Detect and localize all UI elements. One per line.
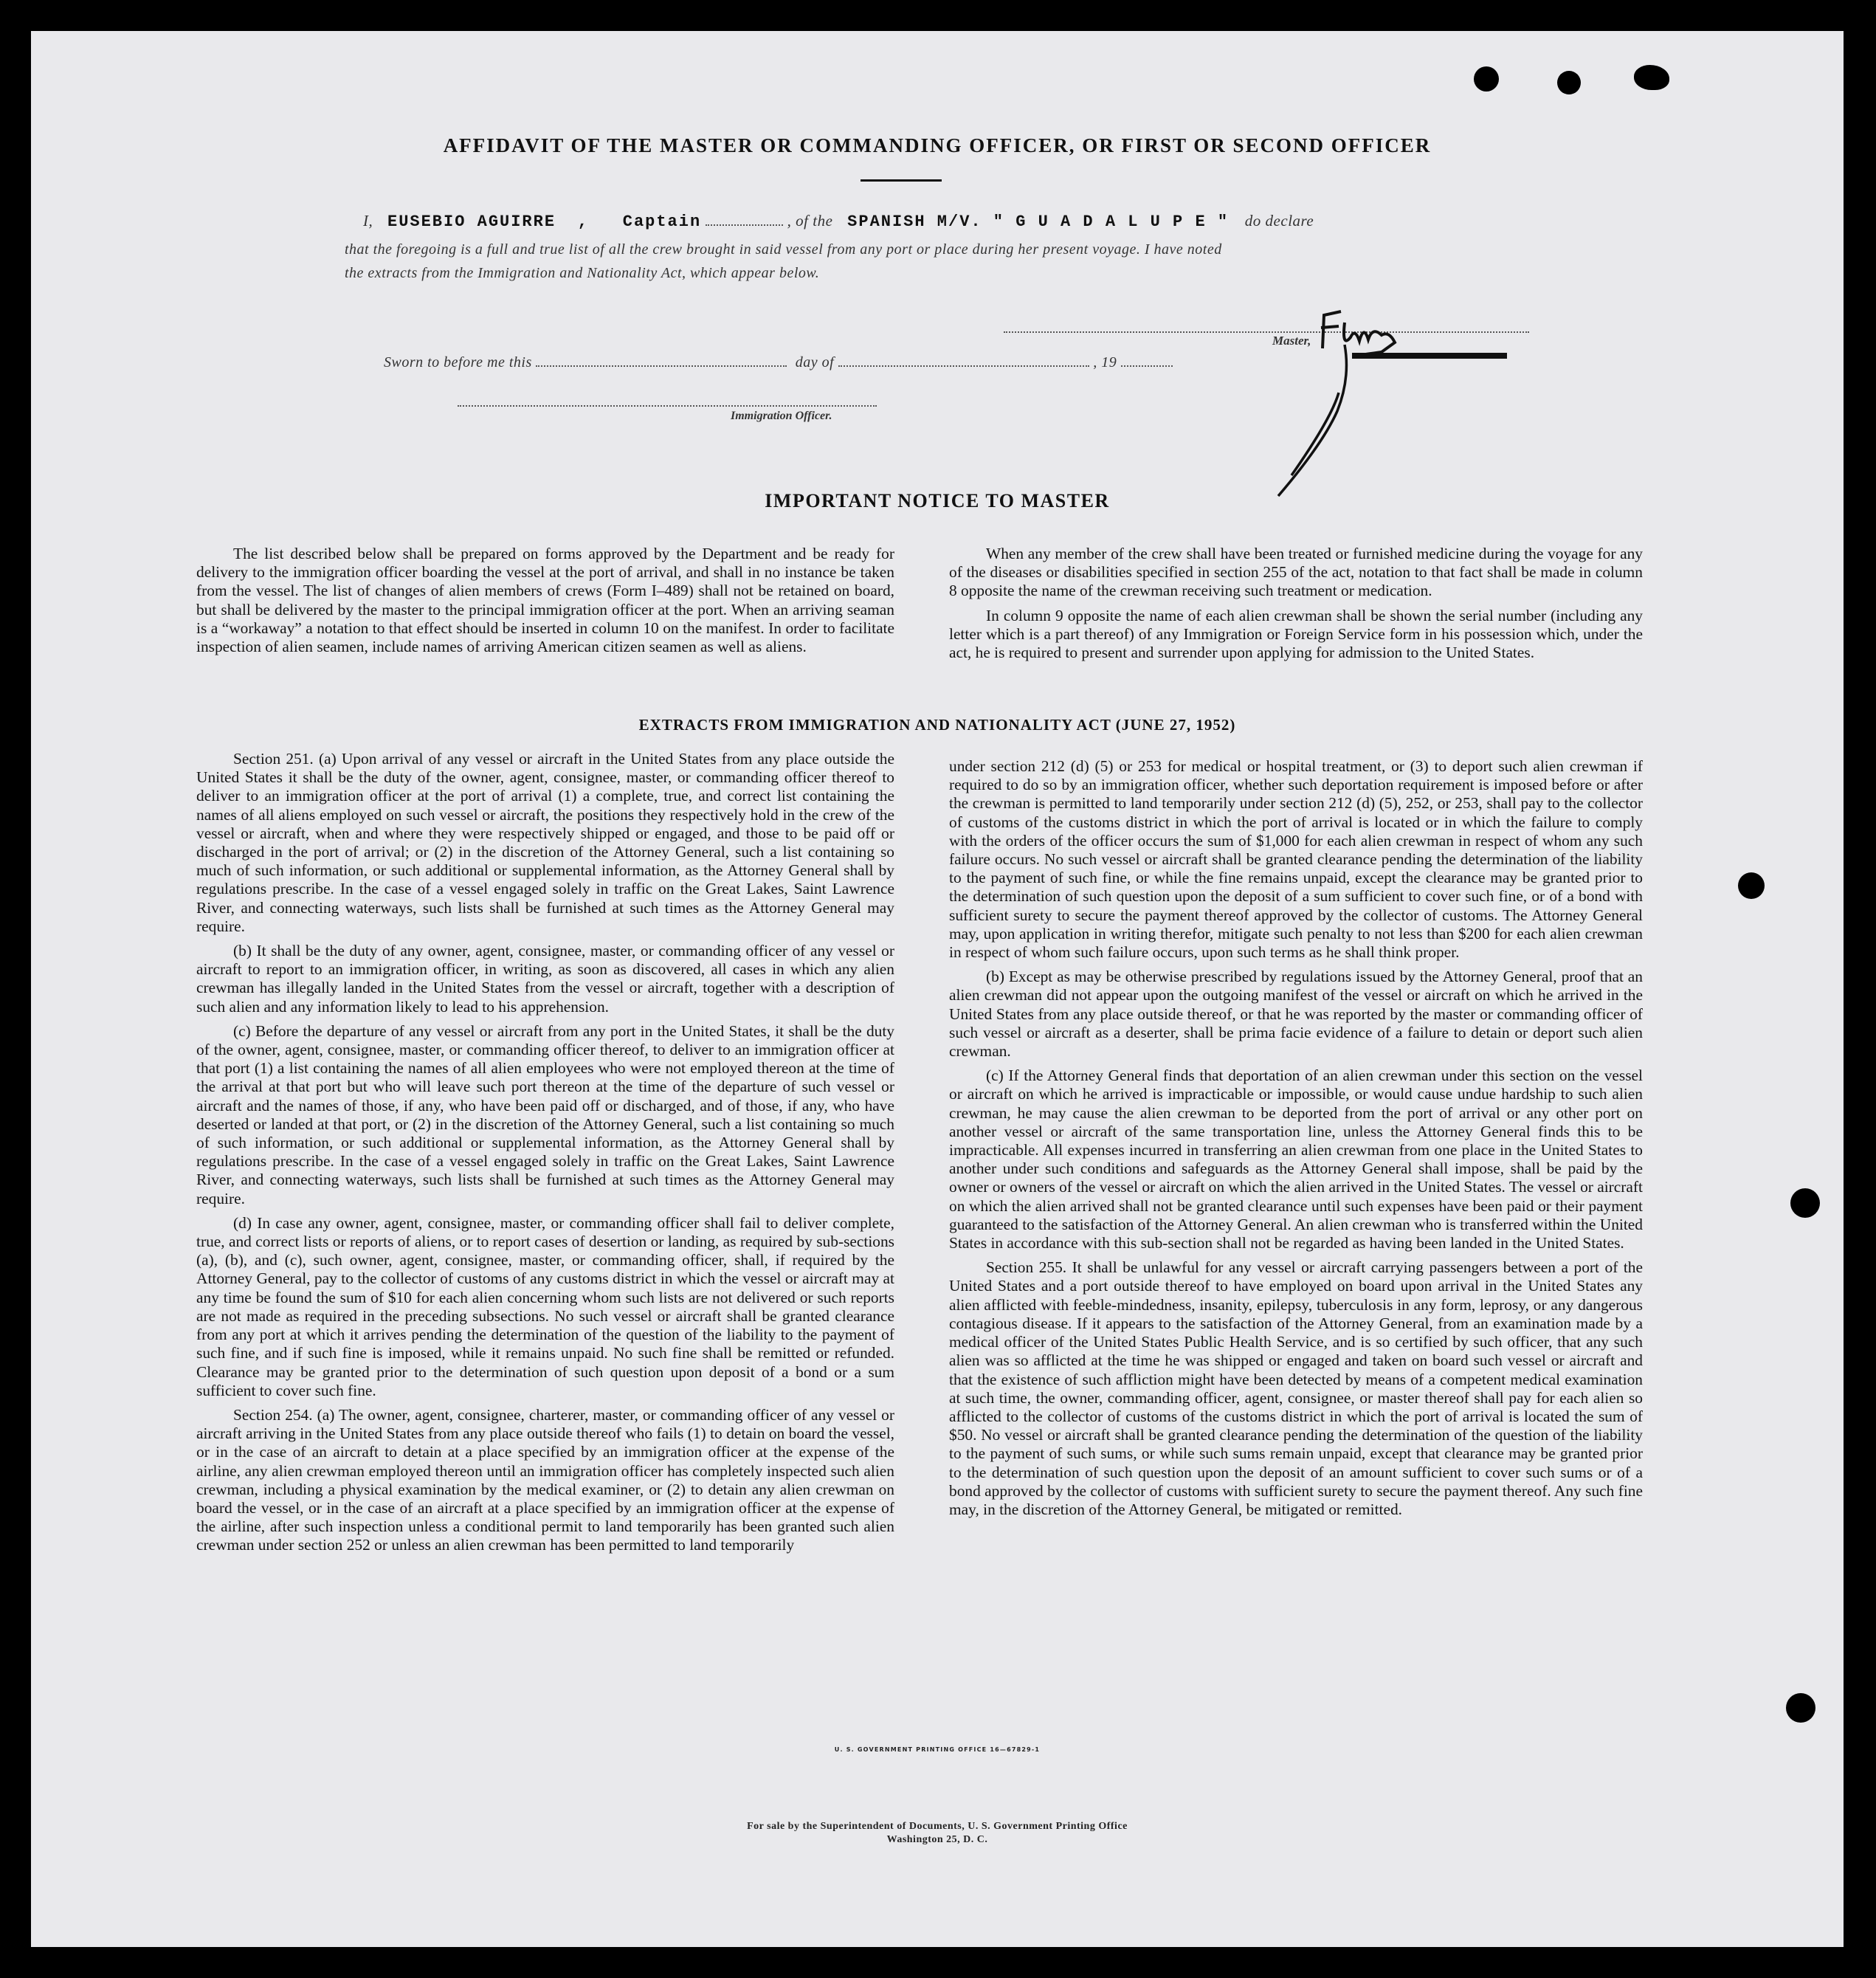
name-comma: , xyxy=(577,213,589,231)
of-the-label: , of the xyxy=(787,212,833,230)
immigration-officer-signature-line xyxy=(458,405,877,407)
notice-left-column xyxy=(196,545,894,662)
handwritten-signature xyxy=(1271,282,1433,503)
punch-hole xyxy=(1786,1693,1815,1723)
title-rule xyxy=(861,179,942,182)
declaration-line-1 xyxy=(363,212,1537,231)
punch-hole xyxy=(1790,1188,1820,1218)
section-251-c: (c) Before the departure of any vessel or aircraft from any port in the United States, it shall be the duty of the owner, agent, consignee, master, or commanding officer thereof, to deliver to an immigration officer at that port (1) a list containing the names of all alien employees who were not employed thereon at the time of the arrival at that port but who will leave such port thereon at the time of the departure of such vessel or aircraft and the names of those, if any, who have been paid off or discharged, and of those, if any, who have deserted or landed at that port, or (2) in the discretion of the Attorney General, such a list containing so much of such information, or such additional or supplemental information, as the Attorney General shall by regulations prescribe. In the case of a vessel engaged solely in traffic on the Great Lakes, Saint Lawrence River, and connecting waterways, such lists shall be furnished at such times as the Attorney General may require. xyxy=(196,1021,894,1207)
section-254-c: (c) If the Attorney General finds that deportation of an alien crewman under this section on the vessel or aircraft on which he arrived is impracticable or impossible, or would cause undue hardship to such alien crewman, he may cause the alien crewman to be deported from the port of arrival or any other port on another vessel or aircraft of the same transportation line, unless the Attorney General finds this to be impracticable. All expenses incurred in transferring an alien crewman from one place in the United States to another under such conditions and safeguards as the Attorney General shall impose, shall be paid by the owner or owners of the vessel or aircraft on which the alien arrived in the United States. The vessel or aircraft on which the alien arrived shall not be granted clearance until such expenses have been paid or their payment guaranteed to the satisfaction of the Attorney General. An alien crewman who is transferred within the United States in accordance with this sub-section shall not be regarded as having been landed in the United States. xyxy=(949,1066,1643,1252)
extracts-left-column xyxy=(196,750,894,1561)
sworn-line xyxy=(384,354,1173,371)
section-251-d: (d) In case any owner, agent, consignee, master, or commanding officer shall fail to deliver complete, true, and correct lists or reports of aliens, or to report cases of desertion or landing, as required by sub-sections (a), (b), and (c), such owner, agent, consignee, master, or commanding officer, shall, if required by the Attorney General, pay to the collector of customs of any customs district in which the vessel or aircraft may at any time be found the sum of $10 for each alien concerning whom such lists are not delivered or such reports are not made as required in the preceding subsections. No such vessel or aircraft shall be granted clearance from any port at which it arrives pending the determination of the question of the liability to the payment of such fine, and if such fine is imposed, while it remains unpaid. No such fine shall be remitted or refunded. Clearance may be granted prior to the determination of such question upon deposit of a bond or a sum sufficient to cover such fine. xyxy=(196,1213,894,1399)
extracts-right-column xyxy=(949,757,1643,1525)
declaration-line-2: that the foregoing is a full and true list of all the crew brought in said vessel from any port or place during her present voyage. I have noted xyxy=(345,241,1222,258)
sworn-prefix: Sworn to before me this xyxy=(384,354,532,371)
section-254-b: (b) Except as may be otherwise prescribed by regulations issued by the Attorney General, proof that an alien crewman did not appear upon the outgoing manifest of the vessel or aircraft on which he arrived in the United States from any place outside thereof, or that he was reported by the master or commanding officer of such vessel or aircraft as a deserter, shall be prima facie evidence of a failure to detain or deport such alien crewman. xyxy=(949,968,1643,1061)
do-declare-label: do declare xyxy=(1244,212,1314,230)
sale-notice xyxy=(31,1820,1844,1847)
immigration-officer-label: Immigration Officer. xyxy=(731,410,832,422)
extracts-title: EXTRACTS FROM IMMIGRATION AND NATIONALITY ACT (JUNE 27, 1952) xyxy=(638,716,1236,734)
notice-right-column xyxy=(949,545,1643,668)
notice-left-paragraph: The list described below shall be prepared on forms approved by the Department and be ready for delivery to the immigration officer boarding the vessel at the port of arrival, and shall in no instance be taken from the vessel. The list of changes of alien members of crews (Form I–489) shall not be retained on board, but shall be delivered by the master to the principal immigration officer at the port. When an arriving seaman is a “workaway” a notation to that effect should be inserted in column 10 on the manifest. In order to facilitate inspection of alien seamen, include names of arriving American citizen seamen as well as aliens. xyxy=(196,545,894,656)
section-251-a: Section 251. (a) Upon arrival of any vessel or aircraft in the United States from any place outside the United States it shall be the duty of the owner, agent, consignee, master, or commanding officer thereof to deliver to an immigration officer at the port of arrival (1) a complete, true, and correct list containing the names of all aliens employed on such vessel or aircraft, the positions they respectively hold in the crew of the vessel or aircraft, when and where they were respectively shipped or engaged, and those to be paid off or discharged in the port of arrival; or (2) in the discretion of the Attorney General, such a list containing so much of such information, or such additional or supplemental information, as the Attorney General shall by regulations prescribe. In the case of a vessel engaged solely in traffic on the Great Lakes, Saint Lawrence River, and connecting waterways, such lists shall be furnished at such times as the Attorney General may require. xyxy=(196,750,894,935)
section-254-a: Section 254. (a) The owner, agent, consignee, charterer, master, or commanding officer of any vessel or aircraft arriving in the United States from any place outside thereof who fails (1) to detain on board the vessel, or in the case of an aircraft to detain at a place specified by an immigration officer at the expense of the airline, any alien crewman employed thereon until an immigration officer has completely inspected such alien crewman, including a physical examination by the medical examiner, or (2) to detain any alien crewman on board the vessel, or in the case of an aircraft at a place specified by an immigration officer at the expense of the airline, after such inspection unless a conditional permit to land temporarily has been granted such alien crewman under section 252 or unless an alien crewman has been permitted to land temporarily xyxy=(196,1405,894,1554)
vessel-name: SPANISH M/V. " G U A D A L U P E " xyxy=(847,213,1230,231)
sale-notice-line-1: For sale by the Superintendent of Documents, U. S. Government Printing Office xyxy=(747,1821,1128,1832)
punch-hole xyxy=(1634,65,1669,90)
punch-hole xyxy=(1738,872,1765,899)
master-signature-line xyxy=(1004,331,1529,333)
notice-right-paragraph-2: In column 9 opposite the name of each alien crewman shall be shown the serial number (including any letter which is a part thereof) of any Immigration or Foreign Service form in his possession which, under the act, he is required to present and surrender upon applying for admission to the United States. xyxy=(949,606,1643,662)
section-251-b: (b) It shall be the duty of any owner, agent, consignee, master, or commanding officer of any vessel or aircraft to report to an immigration officer, in writing, as soon as discovered, all cases in which any alien crewman has illegally landed in the United States from the vessel or aircraft, together with a description of such alien and any information likely to lead to his apprehension. xyxy=(196,942,894,1016)
section-255: Section 255. It shall be unlawful for any vessel or aircraft carrying passengers between a port of the United States and a port outside thereof to have employed on board upon arrival in the United States any alien afflicted with feeble-mindedness, insanity, epilepsy, tuberculosis in any form, leprosy, or any dangerous contagious disease. If it appears to the satisfaction of the Attorney General, from an examination made by a medical officer of the United States Public Health Service, and is so certified by such officer, that any such alien was so afflicted at the time he was shipped or engaged and taken on board such vessel or aircraft and that the existence of such affliction might have been detected by means of a competent medical examination at such time, the owner, commanding officer, agent, consignee, or master thereof shall pay for each alien so afflicted to the collector of customs of the customs district in which the port of arrival is located the sum of $50. No vessel or aircraft shall be granted clearance pending the determination of the question of the liability to the payment of such sums, or while such sums remain unpaid, except that clearance may be granted prior to the determination of such question upon the deposit of an amount sufficient to cover such sums or of a bond approved by the collector of customs with sufficient surety to secure the payment thereof. Any such fine may, in the discretion of the Attorney General, be mitigated or remitted. xyxy=(949,1258,1643,1518)
section-254-a-continued: under section 212 (d) (5) or 253 for medical or hospital treatment, or (3) to deport such alien crewman if required to do so by an immigration officer, whether such deportation requirement is imposed before or after the crewman is permitted to land temporarily under section 212 (d) (5), 252, or 253, shall pay to the collector of customs of the customs district in which the port of arrival is located or in which the failure to comply with the orders of the officer occurs the sum of $1,000 for each alien crewman in respect of whom any such failure occurs. No such vessel or aircraft shall be granted clearance pending the determination of the liability to the payment of such fine, or while the fine remains unpaid, except the clearance may be granted prior to the determination of such question upon the deposit of a sum sufficient to cover such fine, or of a bond with sufficient surety to secure the payment thereof approved by the collector of customs. The Attorney General may, upon application in writing therefor, mitigate such penalty to not less than $200 for each alien crewman in respect of whom such failure occurs, upon such terms as he shall think proper. xyxy=(949,757,1643,962)
notice-title: IMPORTANT NOTICE TO MASTER xyxy=(765,490,1110,511)
affidavit-title: AFFIDAVIT OF THE MASTER OR COMMANDING OFFICER, OR FIRST OR SECOND OFFICER xyxy=(443,134,1432,156)
punch-hole xyxy=(1474,66,1499,92)
master-rank: Captain xyxy=(622,213,702,231)
punch-hole xyxy=(1557,71,1581,94)
master-label: Master, xyxy=(1272,334,1311,348)
notice-right-paragraph-1: When any member of the crew shall have been treated or furnished medicine during the voyage for any of the diseases or disabilities specified in section 255 of the act, notation to that fact shall be made in column 8 opposite the name of the crewman receiving such treatment or medication. xyxy=(949,545,1643,600)
printing-office-line: U. S. GOVERNMENT PRINTING OFFICE 16—67829-1 xyxy=(834,1746,1041,1753)
sale-notice-line-2: Washington 25, D. C. xyxy=(886,1834,988,1845)
declaration-line-3: the extracts from the Immigration and Nationality Act, which appear below. xyxy=(345,265,820,281)
day-of-label: day of xyxy=(795,354,835,371)
document-page xyxy=(31,31,1844,1947)
master-name: EUSEBIO AGUIRRE xyxy=(387,213,556,231)
year-prefix: , 19 xyxy=(1093,354,1117,371)
declaration-i: I, xyxy=(363,212,373,230)
